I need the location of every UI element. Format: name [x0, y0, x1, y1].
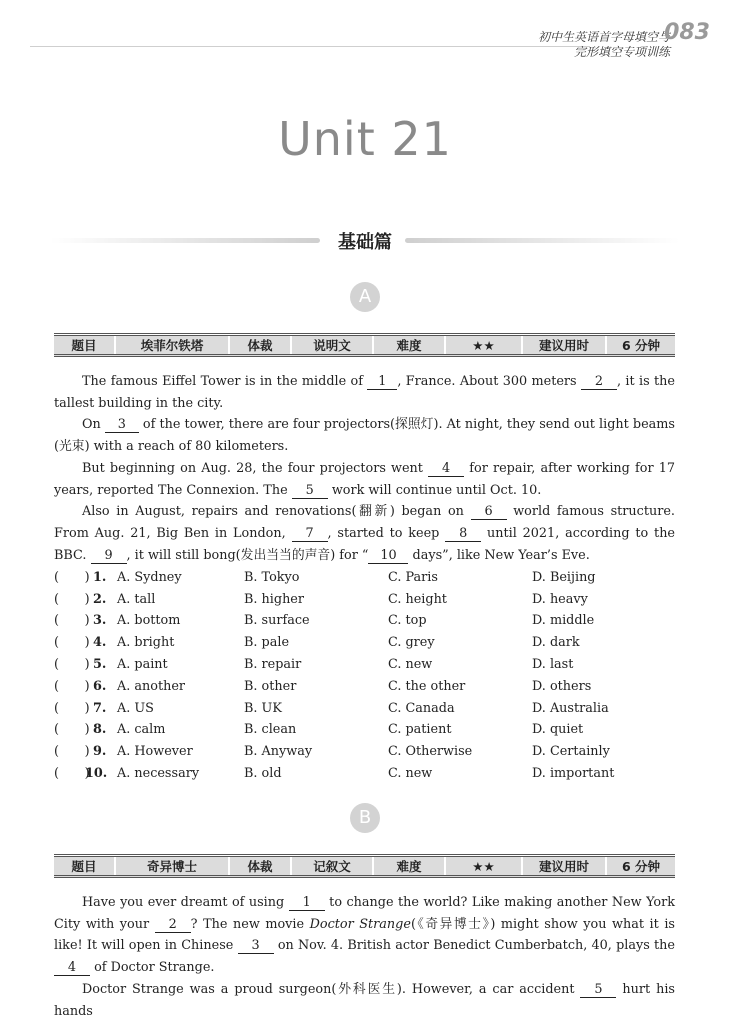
option-c[interactable]: C. the other [388, 679, 466, 694]
blank-5[interactable]: 5 [292, 483, 328, 499]
option-a[interactable]: A. another [117, 679, 186, 694]
part-a-marker: A [350, 282, 380, 312]
part-b-passage [54, 892, 675, 1022]
option-a[interactable]: A. bottom [117, 613, 181, 628]
option-d[interactable]: D. Australia [532, 701, 609, 716]
info-topic-value: 奇异博士 [115, 856, 229, 877]
answer-slot[interactable]: ( ) [54, 592, 90, 607]
question-row: ( ) 2. A. tall B. higher C. height D. heavy [54, 589, 675, 611]
info-difficulty-stars: ★★ [445, 856, 522, 877]
info-time-value: 6 分钟 [606, 335, 675, 356]
option-a[interactable]: A. paint [117, 657, 168, 672]
option-b[interactable]: B. surface [244, 613, 310, 628]
part-a-info-table [54, 333, 675, 357]
option-c[interactable]: C. Paris [388, 570, 438, 585]
answer-slot[interactable]: ( ) [54, 744, 90, 759]
option-b[interactable]: B. old [244, 766, 282, 781]
option-b[interactable]: B. higher [244, 592, 304, 607]
paragraph: Also in August, repairs and renovations(翻新) began on 6 world famous structure. From Aug. 21, Big Ben in London, 7 , started to keep 8 until 2021, according to the BBC. 9 , it will still bong(发出当当的声音) for “ 10 days”, like New Year’s Eve. [54, 504, 676, 563]
blank-3[interactable]: 3 [105, 417, 139, 433]
paragraph: On 3 of the tower, there are four projectors(探照灯). At night, they send out light beams (光束) with a reach of 80 kilometers. [54, 417, 675, 455]
option-d[interactable]: D. Beijing [532, 570, 596, 585]
section-title: 基础篇 [338, 232, 392, 253]
paragraph: But beginning on Aug. 28, the four projectors went 4 for repair, after working for 17 years, reported The Connexion. The 5 work will continue until Oct. 10. [54, 460, 675, 498]
info-label-genre: 体裁 [229, 856, 291, 877]
option-d[interactable]: D. heavy [532, 592, 588, 607]
header-rule [30, 46, 590, 47]
option-b[interactable]: B. clean [244, 722, 297, 737]
option-c[interactable]: C. height [388, 592, 447, 607]
question-row: ( ) 1. A. Sydney B. Tokyo C. Paris D. Beijing [54, 567, 675, 589]
option-d[interactable]: D. quiet [532, 722, 584, 737]
option-a[interactable]: A. tall [117, 592, 156, 607]
info-label-genre: 体裁 [229, 335, 291, 356]
option-a[interactable]: A. bright [117, 635, 175, 650]
paragraph: Have you ever dreamt of using 1 to change the world? Like making another New York City with your 2 ? The new movie Doctor Strange(《奇异博士》) might show you what it is like! It will open in Chinese 3 on Nov. 4. British actor Benedict Cumberbatch, 40, plays the 4 of Doctor Strange. [54, 895, 675, 976]
answer-slot[interactable]: ( ) [54, 722, 90, 737]
question-row: ( ) 7. A. US B. UK C. Canada D. Australia [54, 698, 675, 720]
option-a[interactable]: A. US [117, 701, 154, 716]
paragraph: The famous Eiffel Tower is in the middle of 1 , France. About 300 meters 2 , it is the tallest building in the city. [54, 374, 676, 411]
answer-slot[interactable]: ( ) [54, 701, 90, 716]
blank-8[interactable]: 8 [445, 526, 481, 542]
option-d[interactable]: D. last [532, 657, 574, 672]
blank-6[interactable]: 6 [471, 504, 507, 520]
info-label-time: 建议用时 [522, 856, 606, 877]
option-c[interactable]: C. new [388, 766, 433, 781]
answer-slot[interactable]: ( ) [54, 570, 90, 585]
blank-4[interactable]: 4 [428, 461, 464, 477]
question-row: ( ) 9. A. However B. Anyway C. Otherwise D. Certainly [54, 741, 675, 763]
answer-slot[interactable]: ( ) [54, 613, 90, 628]
blank-5[interactable]: 5 [580, 982, 616, 998]
blank-2[interactable]: 2 [581, 374, 617, 390]
book-title-line-2: 完形填空专项训练 [573, 45, 670, 59]
info-difficulty-stars: ★★ [445, 335, 522, 356]
option-a[interactable]: A. However [117, 744, 193, 759]
option-b[interactable]: B. pale [244, 635, 290, 650]
option-d[interactable]: D. important [532, 766, 615, 781]
option-a[interactable]: A. Sydney [117, 570, 182, 585]
option-c[interactable]: C. grey [388, 635, 435, 650]
question-row: ( ) 4. A. bright B. pale C. grey D. dark [54, 632, 675, 654]
page-number: 083 [664, 20, 710, 45]
option-a[interactable]: A. necessary [117, 766, 200, 781]
movie-title: Doctor Strange [309, 916, 411, 932]
paragraph: Doctor Strange was a proud surgeon(外科医生). However, a car accident 5 hurt his hands [54, 981, 675, 1019]
option-d[interactable]: D. dark [532, 635, 580, 650]
info-time-value: 6 分钟 [606, 856, 675, 877]
question-row: ( ) 8. A. calm B. clean C. patient D. quiet [54, 719, 675, 741]
blank-1[interactable]: 1 [367, 374, 397, 390]
answer-slot[interactable]: ( ) [54, 679, 90, 694]
answer-slot[interactable]: ( ) [54, 657, 90, 672]
info-label-difficulty: 难度 [373, 335, 445, 356]
info-topic-value: 埃菲尔铁塔 [115, 335, 229, 356]
question-row: ( ) 6. A. another B. other C. the other D. others [54, 676, 675, 698]
option-d[interactable]: D. Certainly [532, 744, 610, 759]
info-label-topic: 题目 [54, 335, 115, 356]
blank-9[interactable]: 9 [91, 548, 127, 564]
blank-7[interactable]: 7 [292, 526, 328, 542]
blank-2[interactable]: 2 [155, 917, 191, 933]
question-row: ( ) 3. A. bottom B. surface C. top D. middle [54, 610, 675, 632]
question-row: ( ) 5. A. paint B. repair C. new D. last [54, 654, 675, 676]
part-a-passage [54, 371, 675, 566]
option-c[interactable]: C. Canada [388, 701, 455, 716]
answer-slot[interactable]: ( ) [54, 766, 90, 781]
option-c[interactable]: C. patient [388, 722, 452, 737]
option-b[interactable]: B. UK [244, 701, 282, 716]
blank-4[interactable]: 4 [54, 960, 90, 976]
blank-1[interactable]: 1 [289, 895, 325, 911]
option-c[interactable]: C. Otherwise [388, 744, 473, 759]
blank-10[interactable]: 10 [368, 548, 408, 564]
option-b[interactable]: B. Anyway [244, 744, 313, 759]
option-b[interactable]: B. Tokyo [244, 570, 300, 585]
question-row: ( ) 10. A. necessary B. old C. new D. important [54, 763, 675, 785]
info-genre-value: 说明文 [291, 335, 373, 356]
info-label-time: 建议用时 [522, 335, 606, 356]
part-b-marker: B [350, 803, 380, 833]
option-d[interactable]: D. others [532, 679, 592, 694]
option-b[interactable]: B. other [244, 679, 297, 694]
blank-3[interactable]: 3 [238, 938, 274, 954]
option-b[interactable]: B. repair [244, 657, 302, 672]
book-title-line-1: 初中生英语首字母填空与 [537, 30, 670, 44]
option-d[interactable]: D. middle [532, 613, 595, 628]
info-label-topic: 题目 [54, 856, 115, 877]
option-c[interactable]: C. new [388, 657, 433, 672]
option-c[interactable]: C. top [388, 613, 427, 628]
info-label-difficulty: 难度 [373, 856, 445, 877]
answer-slot[interactable]: ( ) [54, 635, 90, 650]
info-genre-value: 记叙文 [291, 856, 373, 877]
option-a[interactable]: A. calm [117, 722, 166, 737]
part-b-info-table [54, 854, 675, 878]
unit-title: Unit 21 [278, 112, 452, 166]
